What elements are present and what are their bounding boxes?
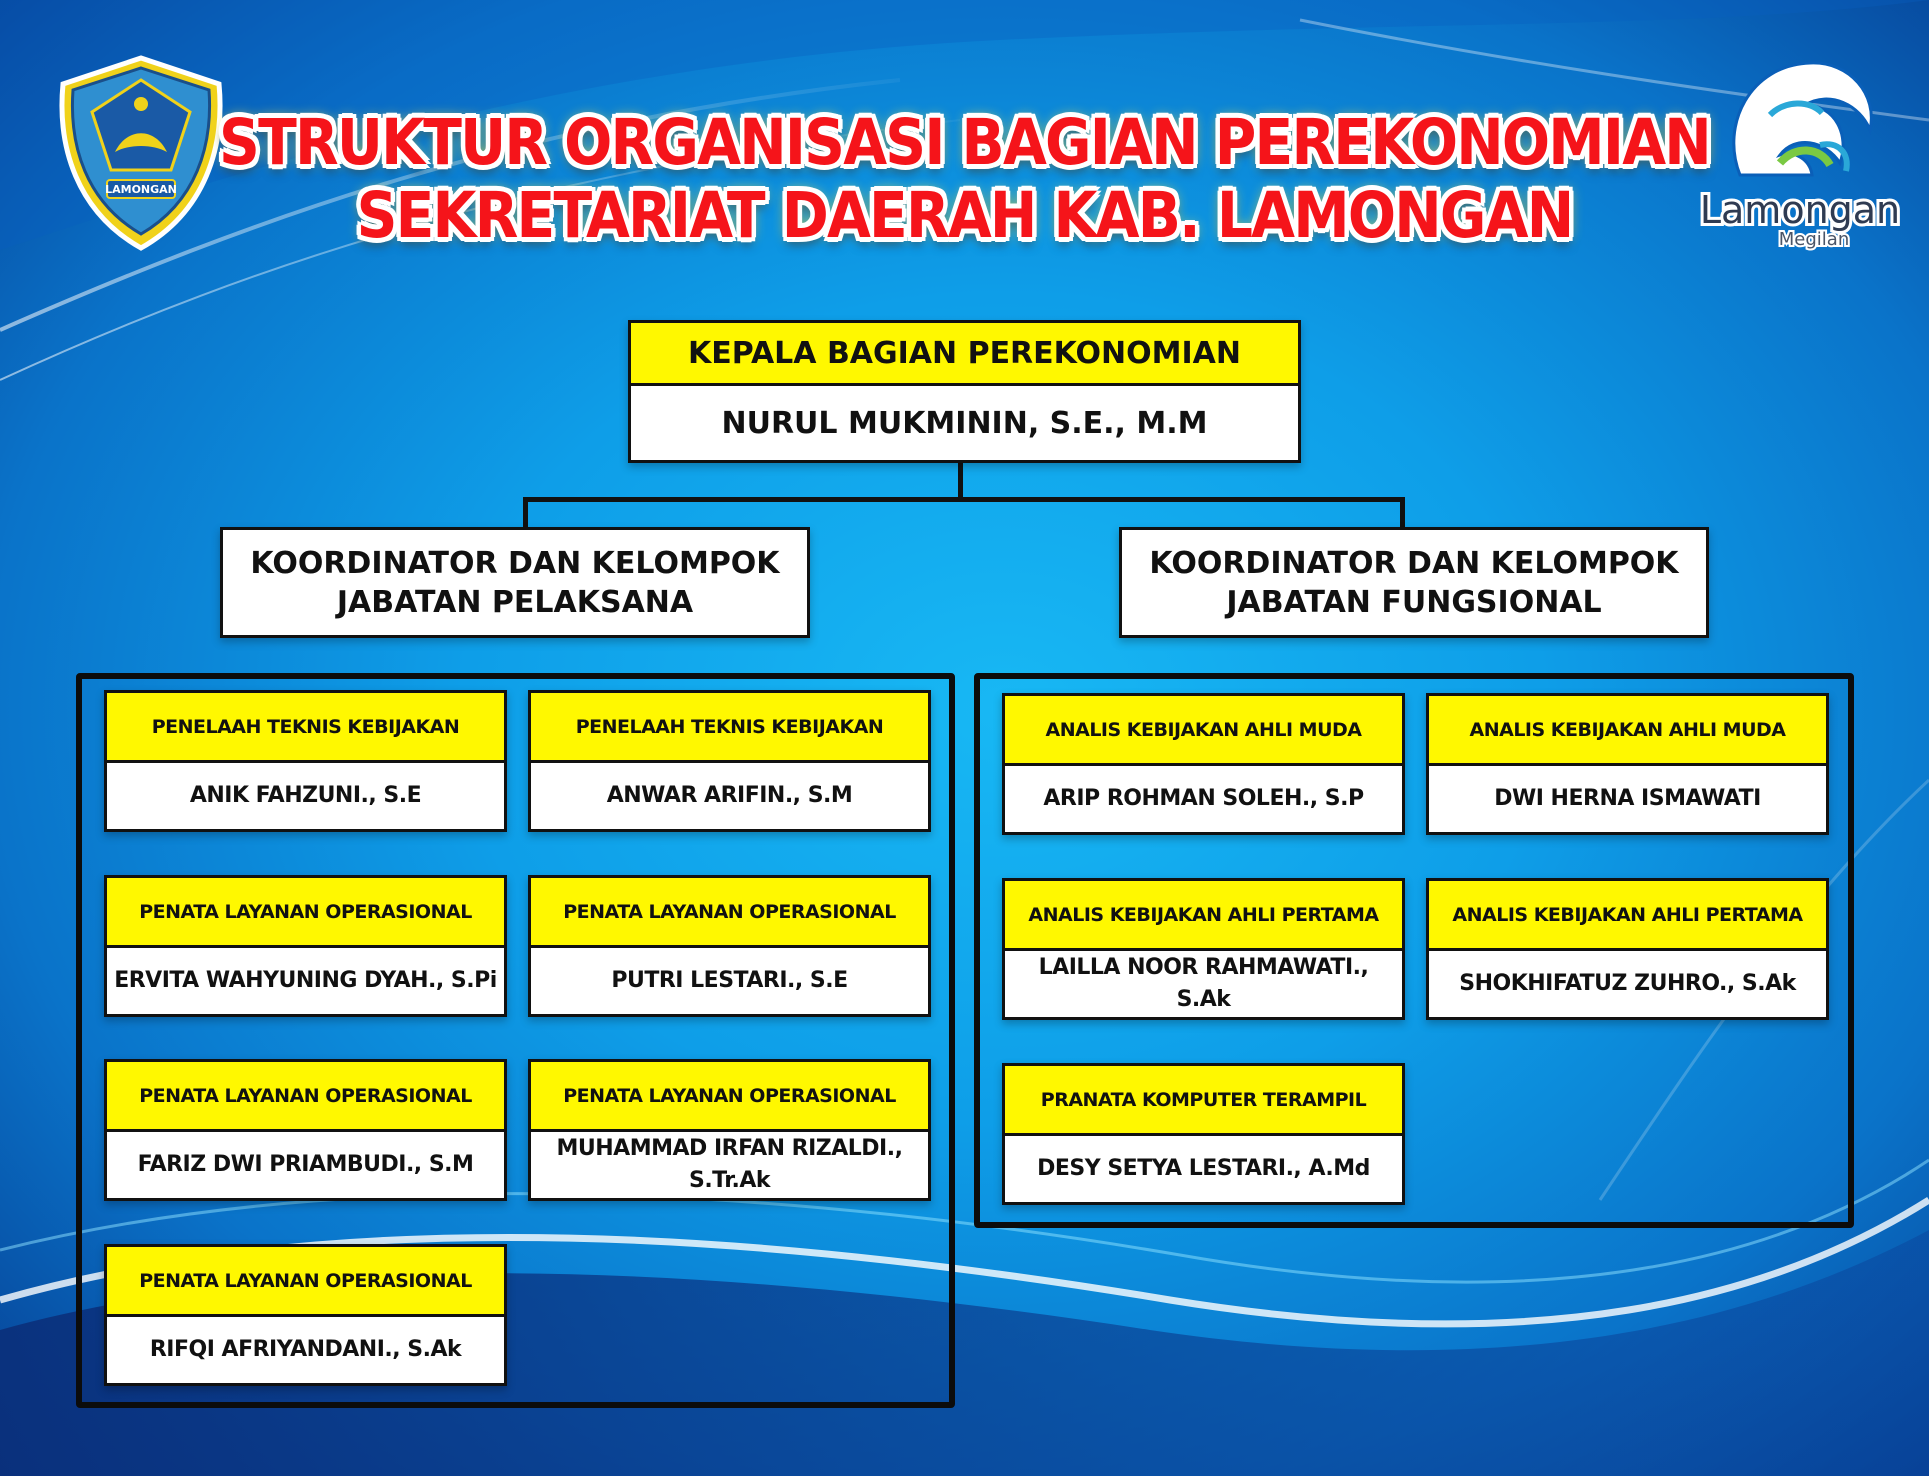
staff-card — [1002, 1063, 1405, 1205]
staff-card — [1426, 693, 1829, 835]
staff-name: ERVITA WAHYUNING DYAH., S.Pi — [114, 968, 497, 993]
staff-role: PENATA LAYANAN OPERASIONAL — [531, 1062, 928, 1132]
staff-name: ARIP ROHMAN SOLEH., S.P — [1043, 786, 1364, 811]
staff-role: PENELAAH TEKNIS KEBIJAKAN — [531, 693, 928, 763]
coordinator-pelaksana-line-1: KOORDINATOR DAN KELOMPOK — [250, 545, 780, 581]
brand-tagline: Megilan — [1778, 229, 1850, 250]
coordinator-pelaksana-line-2: JABATAN PELAKSANA — [336, 584, 694, 620]
staff-role: ANALIS KEBIJAKAN AHLI MUDA — [1429, 696, 1826, 766]
staff-role: ANALIS KEBIJAKAN AHLI MUDA — [1005, 696, 1402, 766]
staff-name: PUTRI LESTARI., S.E — [611, 968, 848, 993]
coordinator-fungsional-line-1: KOORDINATOR DAN KELOMPOK — [1149, 545, 1679, 581]
staff-name: SHOKHIFATUZ ZUHRO., S.Ak — [1459, 971, 1796, 996]
staff-name: DESY SETYA LESTARI., A.Md — [1037, 1156, 1370, 1181]
staff-role: PENELAAH TEKNIS KEBIJAKAN — [107, 693, 504, 763]
staff-card — [528, 690, 931, 832]
staff-card — [104, 1244, 507, 1386]
coordinator-fungsional-line-2: JABATAN FUNGSIONAL — [1226, 584, 1602, 620]
staff-name: FARIZ DWI PRIAMBUDI., S.M — [137, 1152, 474, 1177]
staff-name: ANWAR ARIFIN., S.M — [606, 783, 853, 808]
connector-horizontal — [523, 497, 1405, 502]
staff-card — [528, 1059, 931, 1201]
staff-card — [1002, 878, 1405, 1020]
head-role: KEPALA BAGIAN PEREKONOMIAN — [631, 323, 1298, 386]
coordinator-fungsional — [1119, 527, 1709, 638]
head-name: NURUL MUKMININ, S.E., M.M — [721, 405, 1208, 441]
page-title-line-2: SEKRETARIAT DAERAH KAB. LAMONGAN — [356, 179, 1573, 252]
staff-card — [1002, 693, 1405, 835]
connector-right-down — [1400, 497, 1405, 529]
staff-card — [104, 690, 507, 832]
staff-name: MUHAMMAD IRFAN RIZALDI., S.Tr.Ak — [556, 1136, 903, 1193]
staff-role: PENATA LAYANAN OPERASIONAL — [531, 878, 928, 948]
coordinator-pelaksana — [220, 527, 810, 638]
staff-card — [104, 1059, 507, 1201]
staff-role: ANALIS KEBIJAKAN AHLI PERTAMA — [1429, 881, 1826, 951]
staff-card — [104, 875, 507, 1017]
connector-left-down — [523, 497, 528, 529]
staff-name: LAILLA NOOR RAHMAWATI., S.Ak — [1038, 955, 1369, 1012]
staff-card — [528, 875, 931, 1017]
staff-card — [1426, 878, 1829, 1020]
brand-name: Lamongan — [1700, 188, 1900, 232]
staff-name: RIFQI AFRIYANDANI., S.Ak — [149, 1337, 462, 1362]
head-card — [628, 320, 1301, 463]
staff-role: PENATA LAYANAN OPERASIONAL — [107, 1247, 504, 1317]
staff-name: ANIK FAHZUNI., S.E — [189, 783, 422, 808]
staff-role: PENATA LAYANAN OPERASIONAL — [107, 1062, 504, 1132]
staff-name: DWI HERNA ISMAWATI — [1494, 786, 1761, 811]
staff-role: PENATA LAYANAN OPERASIONAL — [107, 878, 504, 948]
staff-role: PRANATA KOMPUTER TERAMPIL — [1005, 1066, 1402, 1136]
emblem-label: LAMONGAN — [105, 183, 177, 196]
staff-role: ANALIS KEBIJAKAN AHLI PERTAMA — [1005, 881, 1402, 951]
connector-head-down — [958, 463, 963, 500]
page-title-line-1: STRUKTUR ORGANISASI BAGIAN PEREKONOMIAN — [219, 106, 1710, 179]
